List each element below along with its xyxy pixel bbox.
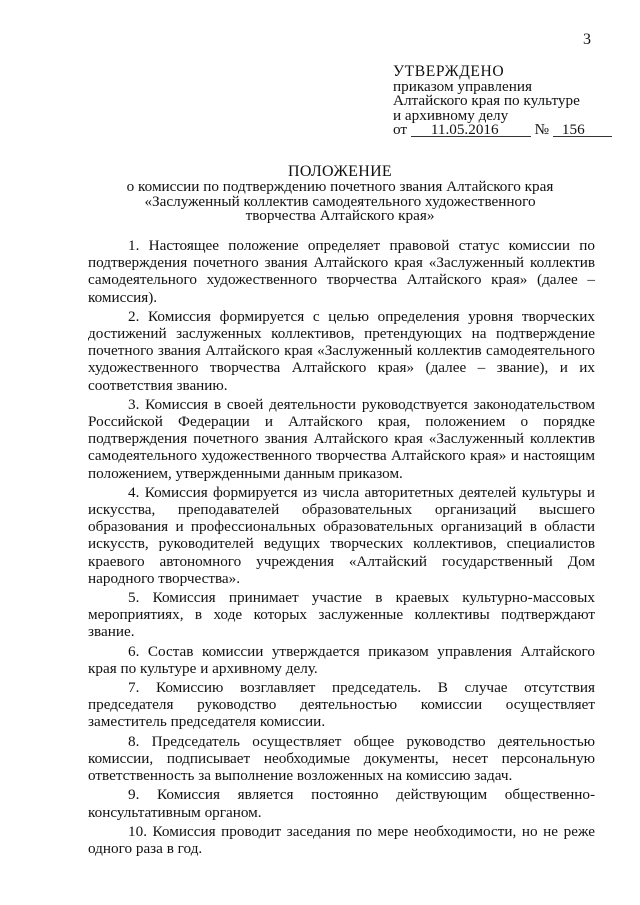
paragraph-2: 2. Комиссия формируется с целью определения уровня творческих достижений заслуженных коллективов, претендующих на подтверждение почетного звания Алтайского края «Заслуженный коллектив самодеятельного художественного творчества Алтайского края» (далее – звание), и их соответствия званию. xyxy=(88,307,595,394)
document-body xyxy=(88,237,595,857)
paragraph-5: 5. Комиссия принимает участие в краевых культурно-массовых мероприятиях, в ходе которых заслуженные коллективы подтверждают звание. xyxy=(88,589,595,641)
approval-stamp-block xyxy=(393,65,618,138)
document-subtitle-line-3: творчества Алтайского края» xyxy=(245,207,435,225)
approval-date: 11.05.2016 xyxy=(411,123,531,137)
paragraph-3: 3. Комиссия в своей деятельности руководствуется законодательством Российской Федерации и Алтайского края, положением о порядке подтверждения почетного звания Алтайского края «Заслуженный коллектив самодеятельного художественного творчества Алтайского края» и настоящим положением, утвержденными данным приказом. xyxy=(88,395,595,482)
approval-number: 156 xyxy=(553,123,612,137)
paragraph-10: 10. Комиссия проводит заседания по мере необходимости, но не реже одного раза в год. xyxy=(88,822,595,857)
document-subtitle-line-1: о комиссии по подтверждению почетного звания Алтайского края xyxy=(126,177,554,195)
paragraph-6: 6. Состав комиссии утверждается приказом управления Алтайского края по культуре и архивному делу. xyxy=(88,642,595,677)
paragraph-7: 7. Комиссию возглавляет председатель. В случае отсутствия председателя руководство деятельностью комиссии осуществляет заместитель председателя комиссии. xyxy=(88,679,595,731)
paragraph-4: 4. Комиссия формируется из числа авторитетных деятелей культуры и искусства, преподавателей образовательных организаций высшего образования и профессиональных образовательных организаций в области искусств, руководителей ведущих творческих коллективов, специалистов краевого автономного учреждения «Алтайский государственный Дом народного творчества». xyxy=(88,483,595,587)
document-title-block xyxy=(100,165,580,224)
approval-line-2: Алтайского края по культуре xyxy=(393,92,580,109)
paragraph-1: 1. Настоящее положение определяет правовой статус комиссии по подтверждения почетного звания Алтайского края «Заслуженный коллектив самодеятельного художественного творчества Алтайского края» (далее – комиссия). xyxy=(88,237,595,306)
page-number: 3 xyxy=(583,31,591,48)
approved-heading: УТВЕРЖДЕНО xyxy=(393,63,505,80)
document-subtitle-line-2: «Заслуженный коллектив самодеятельного художественного xyxy=(144,192,536,210)
paragraph-9: 9. Комиссия является постоянно действующим общественно-консультативным органом. xyxy=(88,786,595,821)
paragraph-8: 8. Председатель осуществляет общее руководство деятельностью комиссии, подписывает необходимые документы, несет персональную ответственность за выполнение возложенных на комиссию задач. xyxy=(88,732,595,785)
from-label: от xyxy=(393,121,408,138)
approval-line-1: приказом управления xyxy=(393,77,532,95)
approval-line-3: и архивному делу xyxy=(393,106,509,124)
document-title: ПОЛОЖЕНИЕ xyxy=(287,163,392,180)
approval-date-line xyxy=(393,123,618,138)
number-label: № xyxy=(534,121,550,138)
